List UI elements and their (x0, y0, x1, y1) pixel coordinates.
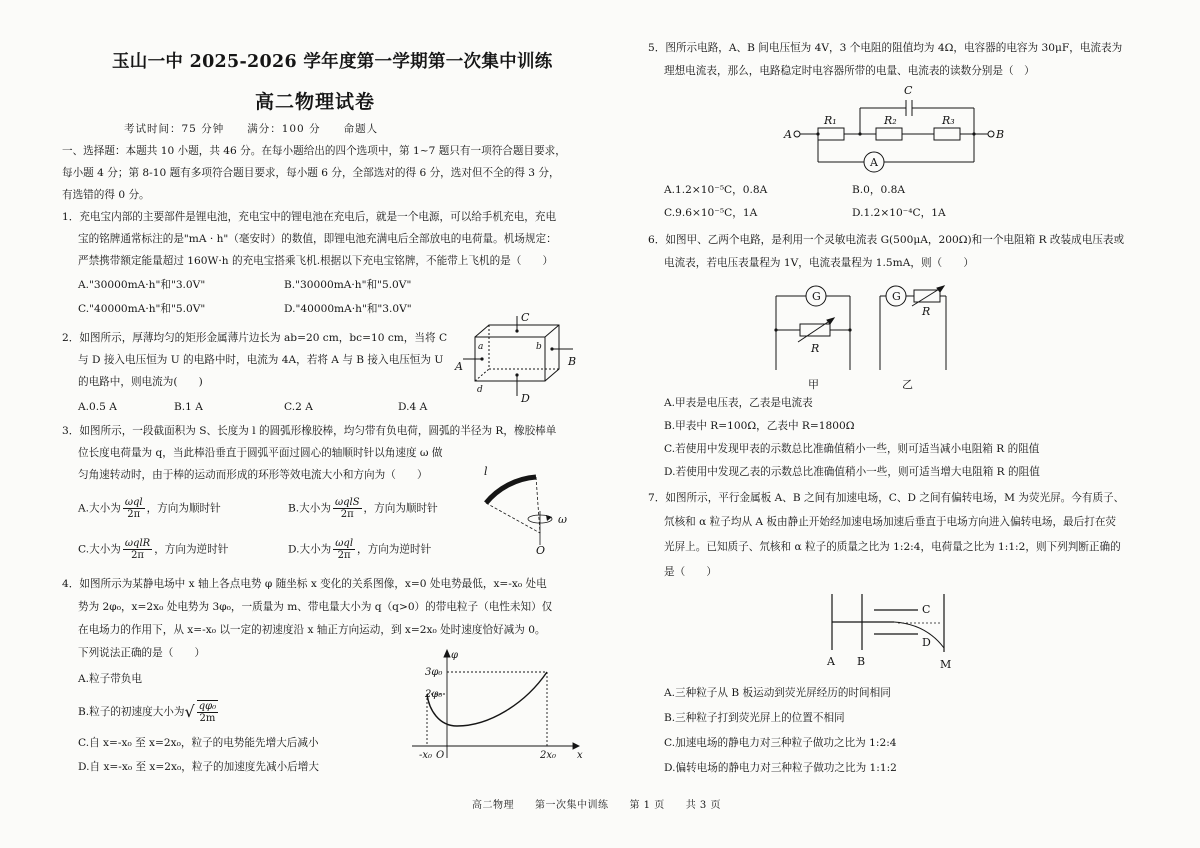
question-text: 匀角速转动时，由于棒的运动而形成的环形等效电流大小和方向为（ ） (78, 469, 428, 481)
option-d: D.大小为 $\frac{\text{ωql}}{2\pi}$ ，方向为逆时针 (288, 538, 432, 561)
option-b: B.大小为 $\frac{\text{ωqlS}}{2\pi}$ ，方向为顺时针 (288, 497, 438, 520)
question-text: 3．如图所示，一段截面积为 S、长度为 l 的圆弧形橡胶棒，均匀带有负电荷，圆弧的半径为 R，橡胶棒单 (62, 425, 557, 437)
exam-subtitle: 高二物理试卷 (255, 91, 376, 113)
question-text: 氘核和 α 粒子均从 A 板由静止开始经加速电场加速后垂直于电场方向进入偏转电场，最后打在荧 (664, 516, 1117, 528)
question-text: 在电场力的作用下，从 x=-x₀ 以一定的初速度沿 x 轴正方向运动，到 x=2x₀ 处时速度恰好减为 0。 (78, 624, 546, 636)
option-c: C.2 A (284, 401, 313, 413)
circuit-q5 (784, 82, 1008, 178)
label-jia: 甲 (808, 378, 819, 391)
question-text: 严禁携带额定能量超过 160W·h 的充电宝搭乘飞机.根据以下充电宝铭牌，不能带上飞机的是（ ） (78, 255, 554, 267)
tick-neg-x0: -x₀ (419, 750, 433, 761)
axis-x: x (577, 750, 583, 761)
label-d-terminal: D (521, 392, 530, 405)
plate-b-label: B (857, 655, 866, 668)
option-a: A.大小为 $\frac{\text{ωql}}{2\pi}$ ，方向为顺时针 (78, 497, 221, 520)
option-c: C.加速电场的静电力对三种粒子做功之比为 1:2:4 (664, 737, 897, 749)
accelerator-figure (818, 590, 968, 674)
option-d: D.偏转电场的静电力对三种粒子做功之比为 1:1:2 (664, 762, 897, 774)
label-omega: ω (558, 513, 567, 526)
tick-3phi0: 3φ₀ (425, 667, 443, 678)
question-text: 理想电流表，那么，电路稳定时电容器所带的电量、电流表的读数分别是（ ） (664, 65, 1035, 77)
plate-d-label: D (922, 636, 931, 649)
question-text: 4．如图所示为某静电场中 x 轴上各点电势 φ 随坐标 x 变化的关系图像，x=0 处电势最低，x=-x₀ 处电 (62, 578, 547, 590)
label-yi: 乙 (902, 378, 913, 391)
galvanometer-label: G (892, 290, 901, 303)
option-a: A.0.5 A (78, 401, 117, 413)
plate-a-label: A (827, 655, 835, 668)
option-a: A.粒子带负电 (78, 673, 142, 685)
ammeter-label: A (870, 156, 878, 169)
axis-phi: φ (451, 650, 459, 661)
option-d: D."40000mA·h"和"3.0V" (284, 303, 412, 315)
option-b: B."30000mA·h"和"5.0V" (284, 279, 412, 291)
option-c: C.若使用中发现甲表的示数总比准确值稍小一些，则可适当减小电阻箱 R 的阻值 (664, 443, 1040, 455)
label-r1: R₁ (824, 114, 837, 127)
question-text: 势为 2φ₀，x=2x₀ 处电势为 3φ₀，一质量为 m、带电量大小为 q（q>0）的带电粒子（电性未知）仅 (78, 601, 553, 613)
question-text: 2．如图所示，厚薄均匀的矩形金属薄片边长为 ab=20 cm，bc=10 cm，当将 C (62, 332, 448, 344)
option-d: D.自 x=-x₀ 至 x=2x₀，粒子的加速度先减小后增大 (78, 761, 319, 773)
option-d: D.1.2×10⁻⁴C，1A (852, 207, 946, 219)
question-text: 的电路中，则电流为( ) (78, 376, 203, 388)
option-a: A."30000mA·h"和"3.0V" (78, 279, 206, 291)
label-r3: R₃ (942, 114, 955, 127)
label-capacitor: C (904, 84, 913, 97)
label-terminal-b: B (996, 128, 1005, 141)
option-b: B.甲表中 R=100Ω，乙表中 R=1800Ω (664, 420, 855, 432)
tick-2phi0: 2φ₀ (425, 689, 443, 700)
option-d: D.若使用中发现乙表的示数总比准确值稍小一些，则可适当增大电阻箱 R 的阻值 (664, 466, 1040, 478)
option-a: A.1.2×10⁻⁵C，0.8A (664, 184, 768, 196)
option-a: A.甲表是电压表，乙表是电流表 (664, 397, 813, 409)
label-o: O (536, 544, 546, 557)
label-b: b (536, 342, 542, 352)
question-text: 6．如图甲、乙两个电路，是利用一个灵敏电流表 G(500μA，200Ω)和一个电阻箱 R 改装成电压表或 (648, 234, 1125, 246)
exam-meta: 考试时间：75 分钟 满分：100 分 命题人 (124, 123, 379, 135)
option-a: A.三种粒子从 B 板运动到荧光屏经历的时间相同 (664, 687, 891, 699)
option-b: B.三种粒子打到荧光屏上的位置不相同 (664, 712, 845, 724)
instruction-line: 有选错的得 0 分。 (62, 189, 150, 201)
circuit-q6 (768, 280, 958, 392)
label-terminal-a: A (784, 128, 792, 141)
question-text: 5．图所示电路，A、B 间电压恒为 4V，3 个电阻的阻值均为 4Ω，电容器的电容为 30μF，电流表为 (648, 42, 1123, 54)
instruction-line: 一、选择题：本题共 10 小题，共 46 分。在每小题给出的四个选项中，第 1~7 题只有一项符合题目要求， (62, 145, 566, 157)
potential-graph (407, 646, 587, 762)
screen-m-label: M (940, 658, 952, 671)
label-l: l (484, 465, 488, 478)
option-c: C.自 x=-x₀ 至 x=2x₀，粒子的电势能先增大后减小 (78, 737, 319, 749)
label-r: R (811, 342, 820, 355)
question-text: 宝的铭牌通常标注的是"mA · h"（毫安时）的数值，即锂电池充满电后全部放电的电荷量。机场规定： (78, 233, 557, 245)
label-r2: R₂ (884, 114, 897, 127)
label-b-terminal: B (568, 355, 577, 368)
label-r: R (922, 305, 931, 318)
label-a: a (478, 342, 484, 352)
option-b: B.1 A (174, 401, 203, 413)
question-text: 位长度电荷量为 q，当此棒沿垂直于圆弧平面过圆心的轴顺时针以角速度 ω 做 (78, 447, 443, 459)
galvanometer-label: G (812, 290, 821, 303)
exam-title: 玉山一中 2025-2026 学年度第一学期第一次集中训练 (112, 52, 553, 72)
question-text: 电流表，若电压表量程为 1V，电流表量程为 1.5mA，则（ ） (664, 257, 974, 269)
question-text: 是（ ） (664, 566, 717, 578)
question-text: 光屏上。已知质子、氘核和 α 粒子的质量之比为 1:2:4，电荷量之比为 1:1:2，则下列判断正确的 (664, 541, 1121, 553)
metal-sheet-figure (455, 312, 580, 404)
question-text: 1．充电宝内部的主要部件是锂电池，充电宝中的锂电池在充电后，就是一个电源，可以给手机充电，充电 (62, 211, 557, 223)
origin-label: O (436, 750, 445, 761)
label-c: C (521, 311, 530, 324)
question-text: 7．如图所示，平行金属板 A、B 之间有加速电场，C、D 之间有偏转电场，M 为荧光屏。今有质子、 (648, 492, 1125, 504)
instruction-line: 每小题 4 分；第 8-10 题有多项符合题目要求，每小题 6 分，全部选对的得 6 分，选对但不全的得 3 分， (62, 167, 560, 179)
rubber-arc-figure (474, 455, 582, 555)
option-c: C.9.6×10⁻⁵C，1A (664, 207, 758, 219)
plate-c-label: C (922, 603, 931, 616)
option-b: B.粒子的初速度大小为√ $\frac{\text{qφ₀}}{2m}$ (78, 701, 217, 724)
question-text: 下列说法正确的是（ ） (78, 647, 206, 659)
option-d: D.4 A (398, 401, 428, 413)
option-c: C.大小为 $\frac{\text{ωqlR}}{2\pi}$ ，方向为逆时针 (78, 538, 229, 561)
option-c: C."40000mA·h"和"5.0V" (78, 303, 206, 315)
tick-2x0: 2x₀ (540, 750, 557, 761)
label-a-terminal: A (455, 360, 463, 373)
question-text: 与 D 接入电压恒为 U 的电路中时，电流为 4A，若将 A 与 B 接入电压恒为 U (78, 354, 444, 366)
page-footer: 高二物理 第一次集中训练 第 1 页 共 3 页 (472, 800, 721, 811)
label-d: d (477, 385, 483, 395)
option-b: B.0，0.8A (852, 184, 905, 196)
